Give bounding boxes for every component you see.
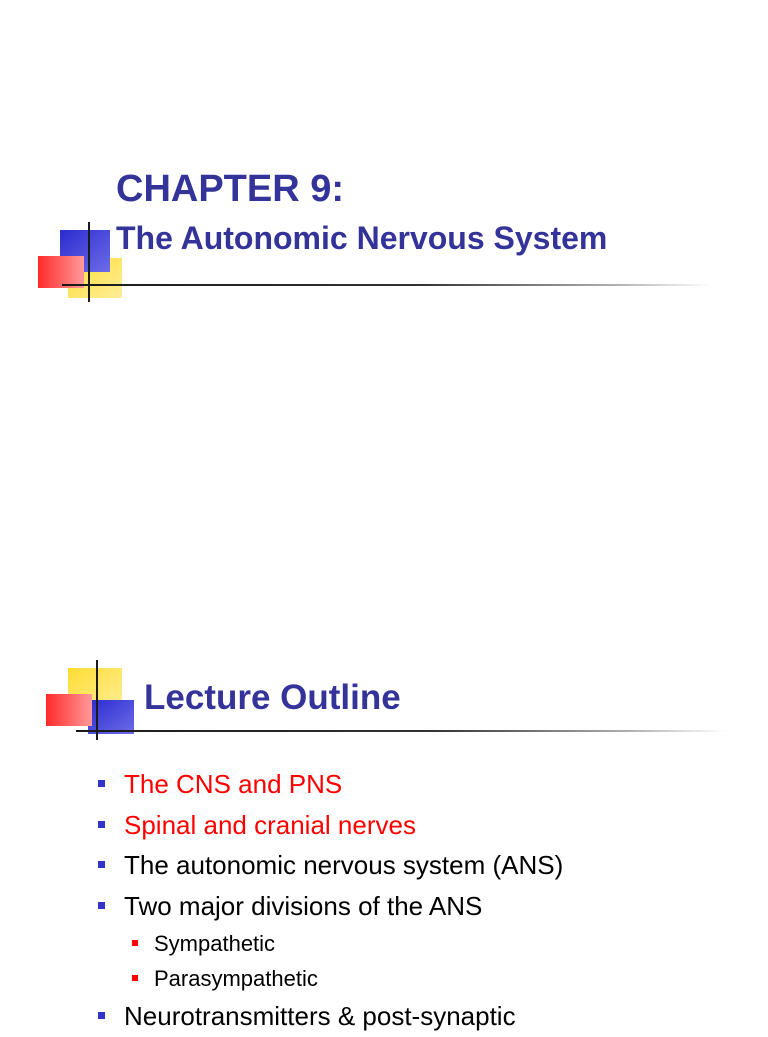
chapter-title: CHAPTER 9:	[116, 168, 345, 210]
bullet-square-icon	[98, 902, 105, 909]
decorative-squares	[44, 664, 134, 754]
list-item-text: The autonomic nervous system (ANS)	[124, 850, 564, 880]
list-item	[98, 805, 563, 846]
deco-red-square	[46, 694, 92, 726]
outline-list	[98, 764, 563, 1037]
list-item	[98, 845, 563, 886]
list-item	[98, 996, 563, 1037]
deco-blue-square	[88, 700, 134, 734]
list-item	[98, 764, 563, 805]
list-item	[98, 886, 563, 927]
list-subitem	[98, 961, 563, 996]
list-item-text: Spinal and cranial nerves	[124, 809, 416, 840]
bullet-square-icon	[98, 780, 105, 787]
list-item-text: Neurotransmitters & post-synaptic	[124, 1001, 516, 1031]
sub-bullet-square-icon	[132, 940, 138, 946]
chapter-subtitle: The Autonomic Nervous System	[116, 220, 608, 256]
deco-vertical-line	[88, 222, 90, 302]
decorative-squares	[36, 218, 126, 308]
list-item-text: The CNS and PNS	[124, 769, 343, 799]
list-subitem	[98, 926, 563, 961]
title-underline	[62, 284, 712, 286]
list-item-text: Two major divisions of the ANS	[124, 890, 483, 921]
sub-bullet-square-icon	[132, 975, 138, 981]
list-item-text: Parasympathetic	[154, 966, 318, 991]
title-underline	[76, 730, 726, 732]
bullet-square-icon	[98, 861, 105, 868]
deco-vertical-line	[96, 660, 98, 740]
bullet-square-icon	[98, 1012, 105, 1019]
outline-title: Lecture Outline	[144, 678, 401, 717]
bullet-square-icon	[98, 821, 105, 828]
list-item-text: Sympathetic	[154, 931, 276, 956]
